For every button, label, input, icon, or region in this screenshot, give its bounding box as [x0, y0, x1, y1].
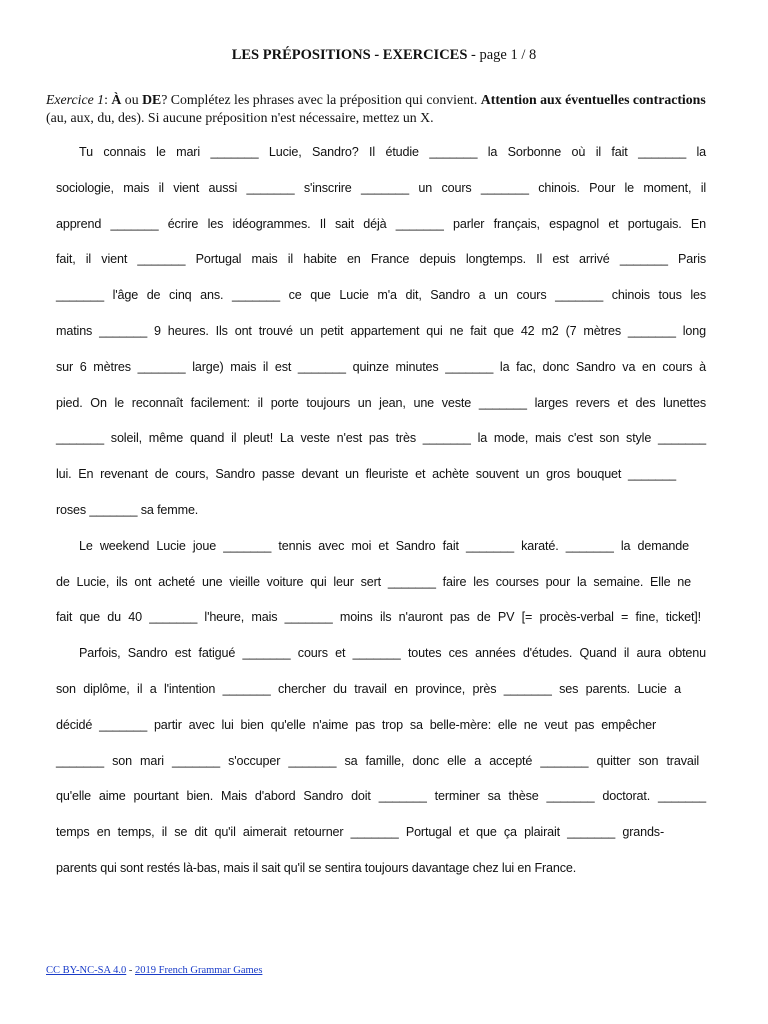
text-line: décidé _______ partir avec lui bien qu'elle n'aime pas trop sa belle-mère: elle ne veut pas empêcher — [56, 717, 656, 732]
source-link[interactable]: 2019 French Grammar Games — [134, 965, 263, 976]
text-line: qu'elle aime pourtant bien. Mais d'abord Sandro doit _______ terminer sa thèse _______ doctorat. _______ — [56, 789, 706, 804]
text-line: _______ soleil, même quand il pleut! La veste n'est pas très _______ la mode, mais c'est son style _______ — [56, 431, 706, 446]
text-line: roses _______ sa femme. — [56, 503, 199, 517]
choice-a: À — [111, 92, 122, 107]
choice-b: DE — [142, 92, 162, 107]
text-line: sociologie, mais il vient aussi _______ s'inscrire _______ un cours _______ chinois. Pour le moment, il — [56, 180, 706, 195]
text-line: fait que du 40 _______ l'heure, mais _______ moins ils n'auront pas de PV [= procès-verbal = fine, ticket]! — [56, 610, 701, 625]
exercise-label: Exercice 1 — [46, 92, 105, 107]
license-link[interactable]: CC BY-NC-SA 4.0 — [46, 965, 127, 976]
text-line: sur 6 mètres _______ large) mais il est _______ quinze minutes _______ la fac, donc Sandro va en cours à — [56, 359, 706, 374]
attention-note: Attention aux éventuelles contractions — [480, 92, 706, 107]
instr-colon: : — [104, 92, 112, 107]
page-title — [0, 47, 768, 64]
text-line: parents qui sont restés là-bas, mais il sait qu'il se sentira toujours davantage chez lui en France. — [56, 861, 577, 875]
text-line: Le weekend Lucie joue _______ tennis avec moi et Sandro fait _______ karaté. _______ la demande — [79, 538, 689, 553]
page-footer — [46, 965, 262, 976]
text-line: fait, il vient _______ Portugal mais il habite en France depuis longtemps. Il est arrivé _______ Paris — [56, 252, 706, 267]
text-line: son diplôme, il a l'intention _______ chercher du travail en province, près _______ ses parents. Lucie a — [56, 682, 681, 696]
text-line: pied. On le reconnaît facilement: il porte toujours un jean, une veste _______ larges revers et des lunettes — [56, 395, 706, 410]
text-line: Tu connais le mari _______ Lucie, Sandro? Il étudie _______ la Sorbonne où il fait _______ la — [79, 145, 706, 159]
title-text: LES PRÉPOSITIONS - EXERCICES — [231, 47, 468, 63]
exercise-instructions — [46, 91, 722, 127]
instr-text: ? Complétez les phrases avec la préposition qui convient. — [161, 92, 481, 107]
text-line: matins _______ 9 heures. Ils ont trouvé un petit appartement qui ne fait que 42 m2 (7 mètres _______ long — [56, 324, 706, 338]
text-line: _______ l'âge de cinq ans. _______ ce que Lucie m'a dit, Sandro a un cours _______ chinois tous les — [56, 288, 706, 303]
instr-rest: (au, aux, du, des). Si aucune préposition n'est nécessaire, mettez un X. — [46, 110, 434, 125]
instr-ou: ou — [121, 92, 143, 107]
text-line: _______ son mari _______ s'occuper _______ sa famille, donc elle a accepté _______ quitter son travail — [56, 753, 699, 768]
text-line: Parfois, Sandro est fatigué _______ cours et _______ toutes ces années d'études. Quand il aura obtenu — [79, 646, 706, 661]
text-line: lui. En revenant de cours, Sandro passe devant un fleuriste et achète souvent un gros bouquet _______ — [56, 467, 676, 482]
text-line: apprend _______ écrire les idéogrammes. Il sait déjà _______ parler français, espagnol et portugais. En — [56, 216, 706, 231]
page-indicator: - page 1 / 8 — [467, 47, 537, 63]
text-line: temps en temps, il se dit qu'il aimerait retourner _______ Portugal et que ça plairait _______ grands- — [56, 825, 664, 840]
text-line: de Lucie, ils ont acheté une vieille voiture qui leur sert _______ faire les courses pour la semaine. Elle ne — [56, 574, 691, 589]
footer-separator: - — [126, 965, 135, 976]
